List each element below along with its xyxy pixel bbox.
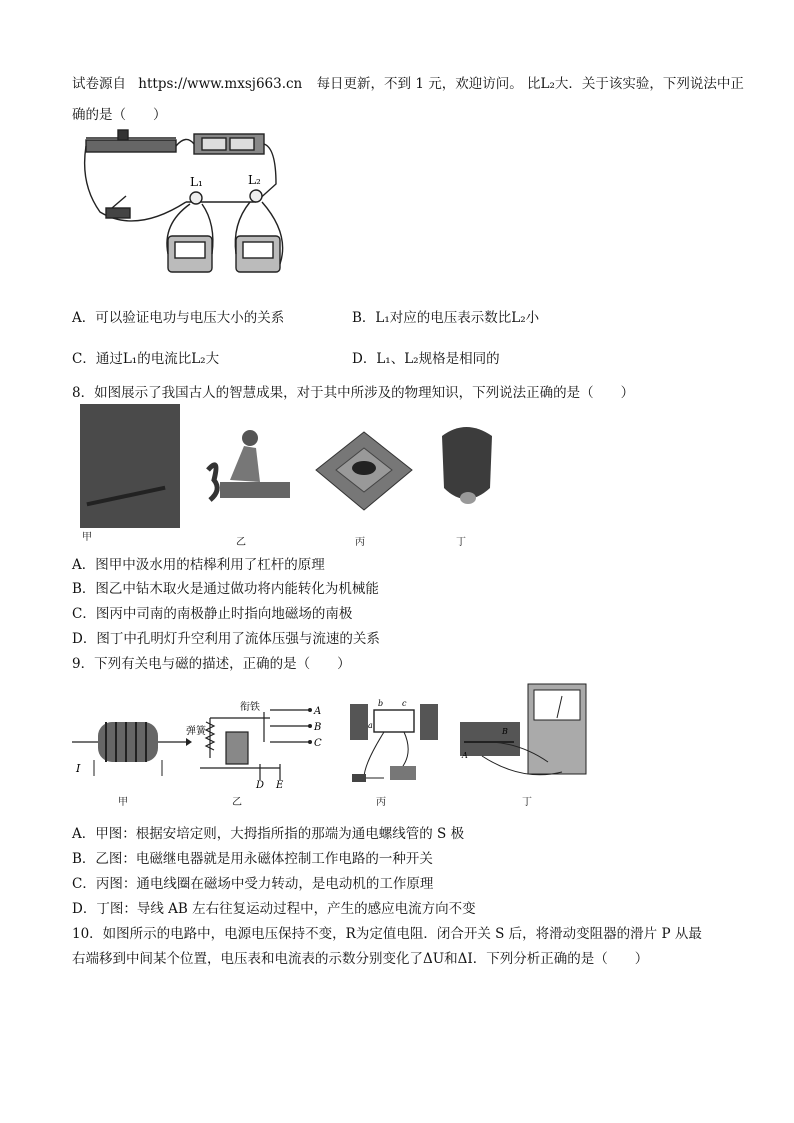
q9-label-c-small: c bbox=[402, 699, 407, 708]
source-label: 试卷源自 bbox=[72, 76, 126, 92]
q8-caption-bing: 丙 bbox=[355, 537, 365, 548]
q9-image-jia bbox=[72, 700, 192, 780]
q9-image-bing bbox=[344, 694, 444, 790]
q8-caption-yi: 乙 bbox=[236, 537, 246, 548]
q7-stem-tail: 比L₂大．关于该实验，下列说法中正 bbox=[527, 76, 744, 92]
source-url[interactable]: https://www.mxsj663.cn bbox=[138, 76, 303, 92]
label-l2: L₂ bbox=[248, 173, 261, 187]
q9-label-c: C bbox=[314, 738, 322, 749]
q8-option-c[interactable]: C．图丙中司南的南极静止时指向地磁场的南极 bbox=[72, 606, 353, 622]
q9-label-d: D bbox=[256, 780, 265, 788]
label-l1: L₁ bbox=[190, 175, 203, 189]
q7-option-c[interactable]: C．通过L₁的电流比L₂大 bbox=[72, 351, 220, 367]
q9-label-e: E bbox=[276, 780, 284, 788]
q9-caption-bing: 丙 bbox=[376, 797, 386, 808]
q9-label-a: A bbox=[314, 706, 322, 717]
q8-option-d[interactable]: D．图丁中孔明灯升空利用了流体压强与流速的关系 bbox=[72, 631, 380, 647]
q9-option-b[interactable]: B．乙图：电磁继电器就是用永磁体控制工作电路的一种开关 bbox=[72, 851, 433, 867]
q9-option-a[interactable]: A．甲图：根据安培定则，大拇指所指的那端为通电螺线管的 S 极 bbox=[72, 826, 465, 842]
q8-image-jia bbox=[80, 404, 180, 528]
q9-caption-yi: 乙 bbox=[232, 797, 242, 808]
q9-caption-ding: 丁 bbox=[522, 797, 532, 808]
q8-stem: 8．如图展示了我国古人的智慧成果，对于其中所涉及的物理知识，下列说法正确的是（ ） bbox=[72, 385, 635, 401]
q8-image-yi bbox=[200, 420, 300, 520]
q9-label-b: B bbox=[314, 722, 322, 733]
switch-icon bbox=[106, 208, 130, 218]
bulb-l1-icon bbox=[190, 192, 202, 204]
q9-image-ding bbox=[452, 682, 602, 792]
q8-image-ding bbox=[432, 418, 502, 518]
q7-option-b[interactable]: B．L₁对应的电压表示数比L₂小 bbox=[352, 310, 540, 326]
rheostat-icon bbox=[86, 140, 176, 152]
q9-label-b-ding: B bbox=[502, 727, 508, 736]
q9-label-b-small: b bbox=[378, 699, 384, 708]
q8-caption-jia: 甲 bbox=[82, 532, 92, 543]
header-line bbox=[72, 72, 744, 92]
q7-option-d[interactable]: D．L₁、L₂规格是相同的 bbox=[352, 351, 500, 367]
q8-option-b[interactable]: B．图乙中钻木取火是通过做功将内能转化为机械能 bbox=[72, 581, 379, 597]
q9-option-c[interactable]: C．丙图：通电线圈在磁场中受力转动，是电动机的工作原理 bbox=[72, 876, 434, 892]
q8-image-bing bbox=[308, 420, 418, 520]
q7-stem-tail2: 确的是（ ） bbox=[72, 107, 167, 123]
q7-circuit-figure bbox=[76, 124, 296, 294]
q9-label-a-small: a bbox=[368, 721, 373, 730]
q9-label-a-ding: A bbox=[462, 751, 468, 760]
bulb-l2-icon bbox=[250, 190, 262, 202]
q8-caption-ding: 丁 bbox=[456, 537, 466, 548]
q9-stem: 9．下列有关电与磁的描述，正确的是（ ） bbox=[72, 656, 351, 672]
source-note: 每日更新，不到 1 元，欢迎访问。 bbox=[316, 76, 523, 92]
q10-stem-line1: 10．如图所示的电路中，电源电压保持不变，R为定值电阻．闭合开关 S 后，将滑动变阻器的滑片 P 从最 bbox=[72, 926, 702, 942]
q7-option-a[interactable]: A．可以验证电功与电压大小的关系 bbox=[72, 310, 285, 326]
q9-label-spring: 弹簧 bbox=[186, 726, 206, 737]
q10-stem-line2: 右端移到中间某个位置，电压表和电流表的示数分别变化了ΔU和ΔI．下列分析正确的是（ ） bbox=[72, 951, 649, 967]
q9-label-i: I bbox=[76, 762, 81, 775]
q9-label-iron: 衔铁 bbox=[240, 702, 260, 713]
q8-option-a[interactable]: A．图甲中汲水用的桔槔利用了杠杆的原理 bbox=[72, 557, 325, 573]
q9-caption-jia: 甲 bbox=[118, 797, 128, 808]
q9-image-yi bbox=[180, 698, 330, 788]
q9-option-d[interactable]: D．丁图：导线 AB 左右往复运动过程中，产生的感应电流方向不变 bbox=[72, 901, 476, 917]
